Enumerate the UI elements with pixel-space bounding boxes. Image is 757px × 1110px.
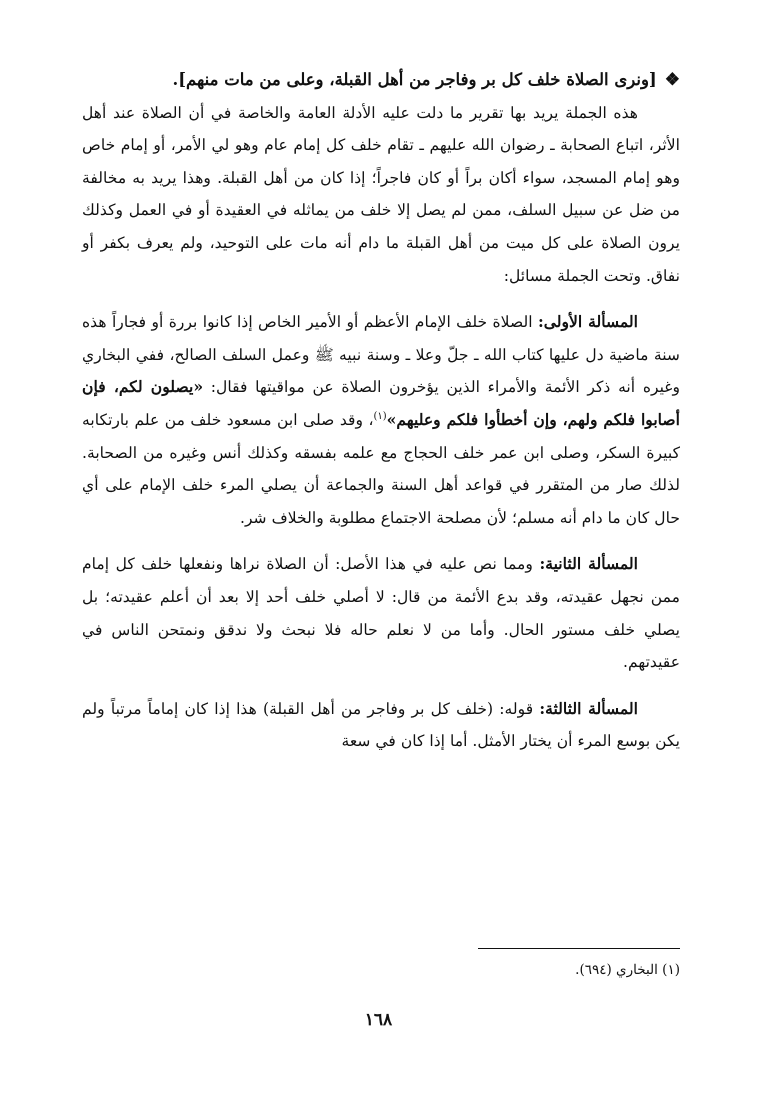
heading-text: [ونرى الصلاة خلف كل بر وفاجر من أهل القبلة، وعلى من مات منهم]. xyxy=(172,70,657,89)
issue-1-text-b: ، وقد صلى ابن مسعود خلف من علم بارتكابه كبيرة السكر، وصلى ابن عمر خلف الحجاج مع علمه بفسقه وكذلك أنس وغيره من الصحابة. لذلك صار من المتقرر في قواعد أهل السنة والجماعة أن يصلي المرء خلف الإمام على أي حال كان ما دام أنه مسلم؛ لأن مصلحة الاجتماع مطلوبة والخلاف شر. xyxy=(82,410,680,527)
diamond-bullet-icon: ❖ xyxy=(664,70,680,90)
issue-3-label: المسألة الثالثة: xyxy=(539,698,638,718)
intro-paragraph: هذه الجملة يريد بها تقرير ما دلت عليه الأدلة العامة والخاصة في أن الصلاة عند أهل الأثر، اتباع الصحابة ـ رضوان الله عليهم ـ تقام خلف كل إمام عام وهو لي الأمر، أو إمام خاص وهو إمام المسجد، سواء أكان براً أو كان فاجراً؛ إذا كان من أهل القبلة. وهذا يريد به مخالفة من ضل عن سبيل السلف، ممن لم يصل إلا خلف من يماثله في العقيدة أو في العمل وكذلك يرون الصلاة على كل ميت من أهل القبلة ما دام أنه مات على التوحيد، ولم يعرف بكفر أو نفاق. وتحت الجملة مسائل: xyxy=(82,103,680,285)
issue-3-text: قوله: (خلف كل بر وفاجر من أهل القبلة) هذا إذا كان إماماً مرتباً ولم يكن بوسع المرء أن يختار الأمثل. أما إذا كان في سعة xyxy=(82,699,680,751)
section-heading xyxy=(82,64,680,97)
issue-1-text-a: الصلاة خلف الإمام الأعظم أو الأمير الخاص إذا كانوا بررة أو فجاراً هذه سنة ماضية دل عليها كتاب الله ـ جلّ وعلا ـ وسنة نبيه ﷺ وعمل السلف الصالح، ففي البخاري وغيره أنه ذكر الأئمة والأمراء الذين يؤخرون الصلاة عن مواقيتها فقال: xyxy=(82,313,680,397)
footnote-divider xyxy=(478,948,680,949)
issue-2-label: المسألة الثانية: xyxy=(539,554,638,574)
issue-3-paragraph xyxy=(82,693,680,758)
issue-1-paragraph xyxy=(82,306,680,534)
hadith-quote: «يصلون لكم، فإن أصابوا فلكم ولهم، وإن أخطأوا فلكم وعليهم» xyxy=(82,377,680,429)
issue-2-paragraph xyxy=(82,548,680,678)
footnote: (١) البخاري (٦٩٤). xyxy=(575,962,680,978)
issue-1-label: المسألة الأولى: xyxy=(538,312,638,332)
issue-2-text: ومما نص عليه في هذا الأصل: أن الصلاة نراها ونفعلها خلف كل إمام ممن نجهل عقيدته، وقد بدع الأئمة من قال: لا أصلي خلف أحد إلا بعد أن أعلم عقيدته؛ بل يصلي خلف مستور الحال. وأما من لا نعلم حاله فلا نبحث ولا ندقق ونمتحن الناس في عقيدتهم. xyxy=(82,555,680,672)
body-text xyxy=(82,64,680,758)
page-number: ١٦٨ xyxy=(364,1010,393,1030)
footnote-reference[interactable]: (١) xyxy=(373,410,387,422)
